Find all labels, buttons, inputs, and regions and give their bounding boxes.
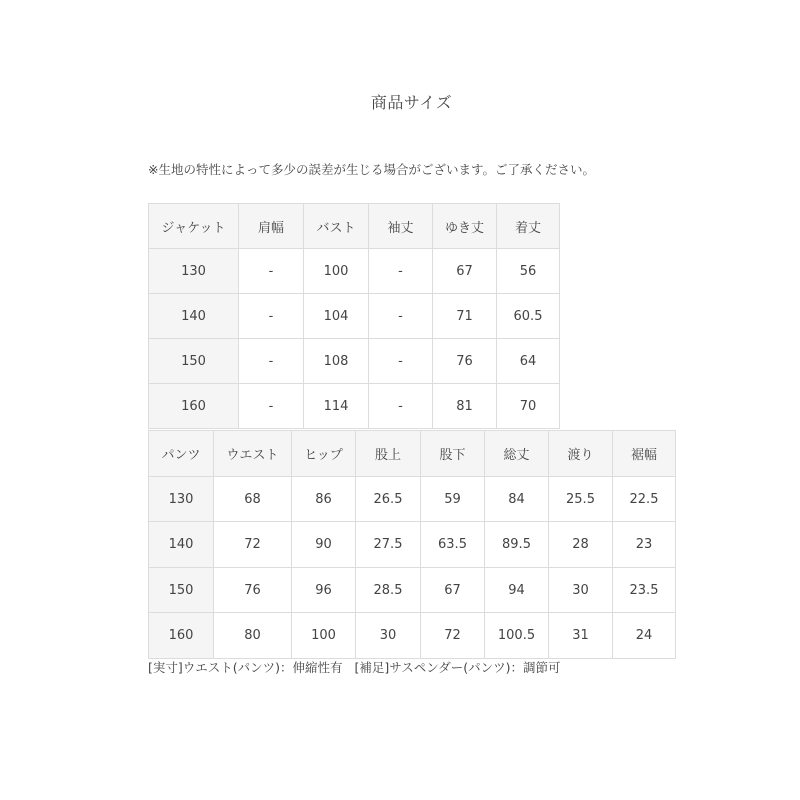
pants-thigh-width-cell: 31 [549, 613, 613, 659]
jacket-bust-cell: 108 [304, 339, 369, 384]
pants-waist-cell: 80 [214, 613, 292, 659]
pants-header-row [149, 431, 676, 477]
rise-header: 股上 [356, 431, 421, 477]
pants-waist-cell: 76 [214, 568, 292, 613]
pants-label-header: パンツ [149, 431, 214, 477]
bust-header: バスト [304, 204, 369, 249]
body-length-header: 着丈 [497, 204, 560, 249]
jacket-bust-cell: 114 [304, 384, 369, 429]
jacket-shoulder-width-cell: - [239, 384, 304, 429]
jacket-sleeve-length-cell: - [369, 249, 433, 294]
pants-hem-width-cell: 22.5 [613, 477, 676, 522]
pants-hip-cell: 90 [292, 522, 356, 568]
jacket-sleeve-length-cell: - [369, 339, 433, 384]
pants-table-row [149, 568, 676, 613]
jacket-body-length-cell: 56 [497, 249, 560, 294]
pants-inseam-cell: 72 [421, 613, 485, 659]
pants-size-cell: 140 [149, 522, 214, 568]
jacket-size-cell: 130 [149, 249, 239, 294]
jacket-size-cell: 160 [149, 384, 239, 429]
size-footer-notes [148, 660, 561, 676]
pants-rise-cell: 27.5 [356, 522, 421, 568]
pants-size-cell: 160 [149, 613, 214, 659]
pants-total-length-cell: 100.5 [485, 613, 549, 659]
jacket-sleeve-length-cell: - [369, 294, 433, 339]
thigh-width-header: 渡り [549, 431, 613, 477]
jacket-table-row [149, 294, 560, 339]
pants-total-length-cell: 94 [485, 568, 549, 613]
jacket-bust-cell: 104 [304, 294, 369, 339]
jacket-body-length-cell: 64 [497, 339, 560, 384]
pants-hem-width-cell: 23.5 [613, 568, 676, 613]
waist-header: ウエスト [214, 431, 292, 477]
pants-hip-cell: 86 [292, 477, 356, 522]
pants-waist-cell: 68 [214, 477, 292, 522]
pants-total-length-cell: 84 [485, 477, 549, 522]
inseam-header: 股下 [421, 431, 485, 477]
pants-size-cell: 150 [149, 568, 214, 613]
pants-hem-width-cell: 23 [613, 522, 676, 568]
pants-total-length-cell: 89.5 [485, 522, 549, 568]
jacket-sleeve-length-cell: - [369, 384, 433, 429]
pants-rise-cell: 30 [356, 613, 421, 659]
jacket-bust-cell: 100 [304, 249, 369, 294]
pants-table-row [149, 522, 676, 568]
supplement-note: [補足]サスペンダー(パンツ)：調節可 [354, 660, 561, 675]
jacket-shoulder-width-cell: - [239, 249, 304, 294]
pants-thigh-width-cell: 30 [549, 568, 613, 613]
page-title: 商品サイズ [370, 93, 453, 112]
jacket-shoulder-width-cell: - [239, 339, 304, 384]
jacket-size-cell: 150 [149, 339, 239, 384]
pants-inseam-cell: 67 [421, 568, 485, 613]
pants-size-table [148, 430, 676, 659]
jacket-body-length-cell: 60.5 [497, 294, 560, 339]
pants-hip-cell: 96 [292, 568, 356, 613]
pants-rise-cell: 28.5 [356, 568, 421, 613]
pants-thigh-width-cell: 28 [549, 522, 613, 568]
pants-size-cell: 130 [149, 477, 214, 522]
pants-waist-cell: 72 [214, 522, 292, 568]
pants-table-row [149, 613, 676, 659]
jacket-yuki-length-cell: 71 [433, 294, 497, 339]
pants-inseam-cell: 63.5 [421, 522, 485, 568]
jacket-shoulder-width-cell: - [239, 294, 304, 339]
hem-width-header: 裾幅 [613, 431, 676, 477]
jacket-table-row [149, 249, 560, 294]
jacket-label-header: ジャケット [149, 204, 239, 249]
actual-size-note: [実寸]ウエスト(パンツ)：伸縮性有 [148, 660, 343, 675]
pants-table-row [149, 477, 676, 522]
pants-hip-cell: 100 [292, 613, 356, 659]
pants-rise-cell: 26.5 [356, 477, 421, 522]
shoulder-width-header: 肩幅 [239, 204, 304, 249]
jacket-size-table [148, 203, 560, 429]
yuki-length-header: ゆき丈 [433, 204, 497, 249]
pants-inseam-cell: 59 [421, 477, 485, 522]
jacket-body-length-cell: 70 [497, 384, 560, 429]
jacket-yuki-length-cell: 76 [433, 339, 497, 384]
pants-thigh-width-cell: 25.5 [549, 477, 613, 522]
jacket-yuki-length-cell: 67 [433, 249, 497, 294]
jacket-table-row [149, 384, 560, 429]
total-length-header: 総丈 [485, 431, 549, 477]
jacket-size-cell: 140 [149, 294, 239, 339]
jacket-table-row [149, 339, 560, 384]
jacket-header-row [149, 204, 560, 249]
size-disclaimer-note: ※生地の特性によって多少の誤差が生じる場合がございます。ご了承ください。 [148, 162, 595, 177]
sleeve-length-header: 袖丈 [369, 204, 433, 249]
jacket-yuki-length-cell: 81 [433, 384, 497, 429]
pants-hem-width-cell: 24 [613, 613, 676, 659]
hip-header: ヒップ [292, 431, 356, 477]
